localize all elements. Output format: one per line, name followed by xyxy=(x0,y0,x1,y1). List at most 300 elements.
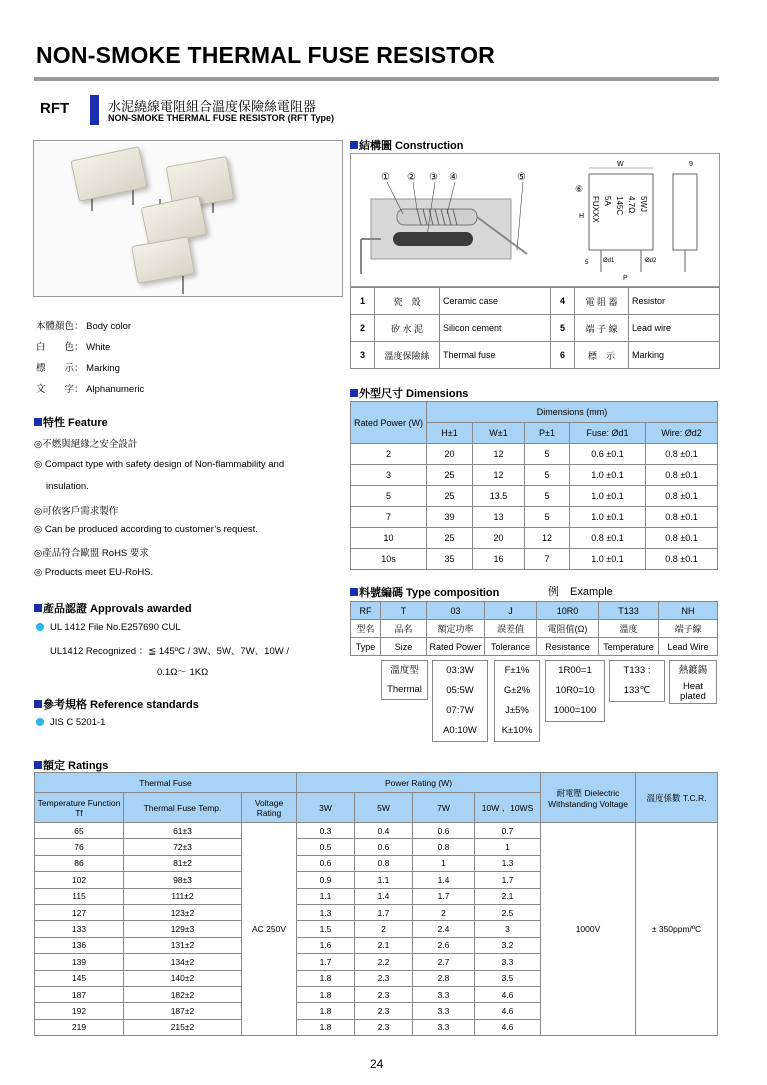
code-cell: RF xyxy=(351,602,381,620)
type-composition-heading xyxy=(350,584,499,600)
table-cell: 20 xyxy=(473,528,525,549)
table-cell: 1.4 xyxy=(413,872,475,888)
table-cell: 2.5 xyxy=(475,904,541,920)
table-cell: 12 xyxy=(525,528,570,549)
table-row xyxy=(351,444,718,465)
marking-row xyxy=(36,381,144,402)
table-cell: 140±2 xyxy=(124,970,242,986)
table-cell: 端 子 線 xyxy=(575,315,629,342)
table-cell: 76 xyxy=(35,839,124,855)
table-cell: Silicon cement xyxy=(440,315,551,342)
feature-item: ◎ Can be produced according to customer’s request. xyxy=(34,524,258,535)
resistance-option: 1R00=1 xyxy=(558,665,592,676)
resistor-body xyxy=(131,236,195,283)
resistance-options xyxy=(545,660,605,722)
dim-d2-label: Ød2 xyxy=(645,258,657,264)
column-header: 3W xyxy=(297,793,355,823)
page-number: 24 xyxy=(370,1057,384,1071)
label-cell: 品名 xyxy=(381,620,427,638)
feature-item: ◎ Products meet EU-RoHS. xyxy=(34,567,154,578)
table-cell: 5 xyxy=(525,465,570,486)
column-header: Wire: Ød2 xyxy=(646,423,718,444)
table-cell: 1 xyxy=(351,288,375,315)
table-cell: 1.8 xyxy=(297,1019,355,1035)
temperature-options xyxy=(609,660,665,702)
code-cell: T xyxy=(381,602,427,620)
table-cell: 0.8 ±0.1 xyxy=(646,507,718,528)
marking-text: 4.7Ω xyxy=(627,196,636,214)
tolerance-option: J±5% xyxy=(505,705,529,716)
approvals-heading xyxy=(34,600,192,616)
table-cell: 0.6 xyxy=(355,839,413,855)
table-row xyxy=(351,288,720,315)
type-composition-heading-text: 料號編碼 Type composition xyxy=(359,587,500,599)
table-cell: 20 xyxy=(427,444,473,465)
table-cell: 127 xyxy=(35,904,124,920)
table-cell: 4 xyxy=(551,288,575,315)
table-cell: 1.7 xyxy=(297,954,355,970)
column-header: Fuse: Ød1 xyxy=(570,423,646,444)
temperature-option: T133 : xyxy=(623,665,651,676)
column-header: P±1 xyxy=(525,423,570,444)
table-cell: 72±3 xyxy=(124,839,242,855)
code-cell: NH xyxy=(659,602,718,620)
model-code: RFT xyxy=(40,100,70,117)
table-cell: 2.3 xyxy=(355,1019,413,1035)
table-cell: 25 xyxy=(427,528,473,549)
marking-row xyxy=(36,339,144,360)
temperature-option: 133℃ xyxy=(623,685,651,696)
table-cell: 2.1 xyxy=(355,937,413,953)
table-cell: 4.6 xyxy=(475,1019,541,1035)
table-cell: 182±2 xyxy=(124,986,242,1002)
table-cell: 1 xyxy=(475,839,541,855)
table-cell: 3 xyxy=(475,921,541,937)
table-row xyxy=(351,528,718,549)
marking-value: Body color xyxy=(86,321,132,332)
marking-value: Marking xyxy=(86,363,120,374)
table-cell: 1.7 xyxy=(413,888,475,904)
table-cell: 0.8 xyxy=(355,855,413,871)
table-cell: 5 xyxy=(525,444,570,465)
marking-row xyxy=(36,318,144,339)
column-header: Voltage Rating xyxy=(242,793,297,823)
table-cell: 0.8 ±0.1 xyxy=(646,549,718,570)
column-header: W±1 xyxy=(473,423,525,444)
table-row xyxy=(351,465,718,486)
column-header: 5W xyxy=(355,793,413,823)
lead-option: 熱鍍錫 xyxy=(678,665,708,676)
accent-bar xyxy=(90,95,99,125)
table-cell: 1.6 xyxy=(297,937,355,953)
square-bullet-icon xyxy=(350,141,358,149)
table-cell: 5 xyxy=(525,486,570,507)
approval-range: 0.1Ω～ 1KΩ xyxy=(157,667,209,678)
square-bullet-icon xyxy=(34,761,42,769)
marking-label: 白 色： xyxy=(36,342,84,353)
table-cell: 0.8 ±0.1 xyxy=(646,528,718,549)
construction-diagram xyxy=(350,153,720,287)
ratings-table xyxy=(34,772,718,1036)
table-cell: 129±3 xyxy=(124,921,242,937)
feature-item: ◎ Compact type with safety design of Non-flammability and xyxy=(34,459,285,470)
table-row xyxy=(351,507,718,528)
tcr-header: 溫度係數 T.C.R. xyxy=(636,773,718,823)
table-cell: 81±2 xyxy=(124,855,242,871)
dielectric-header: 耐電壓 Dielectric Withstanding Voltage xyxy=(541,773,636,823)
table-cell: 1.0 ±0.1 xyxy=(570,507,646,528)
dimensions-table xyxy=(350,401,718,570)
power-option: 07:7W xyxy=(446,705,474,716)
code-cell: J xyxy=(485,602,537,620)
callout-1: ① xyxy=(381,172,390,183)
table-row xyxy=(351,486,718,507)
table-cell: 電 阻 器 xyxy=(575,288,629,315)
callout-2: ② xyxy=(407,172,416,183)
column-header: Thermal Fuse Temp. xyxy=(124,793,242,823)
table-cell: 0.9 xyxy=(297,872,355,888)
table-cell: 3 xyxy=(351,465,427,486)
table-cell: 1.3 xyxy=(475,855,541,871)
table-cell: 7 xyxy=(351,507,427,528)
feature-item: ◎不燃與絕緣之安全設計 xyxy=(34,439,138,450)
label-cell: Type xyxy=(351,638,381,656)
marking-label: 本體顏色： xyxy=(36,321,84,332)
table-cell: 3.3 xyxy=(475,954,541,970)
feature-heading xyxy=(34,414,108,430)
callout-6: ⑥ xyxy=(575,184,584,194)
table-header-row xyxy=(351,402,718,423)
size-option: Thermal xyxy=(381,680,428,700)
table-cell: 98±3 xyxy=(124,872,242,888)
reference-text: JIS C 5201-1 xyxy=(50,717,106,728)
table-cell: 2.6 xyxy=(413,937,475,953)
marking-label: 標 示： xyxy=(36,363,84,374)
construction-table xyxy=(350,287,720,369)
table-cell: 219 xyxy=(35,1019,124,1035)
marking-row xyxy=(36,360,144,381)
table-cell: 35 xyxy=(427,549,473,570)
size-options xyxy=(381,660,428,700)
approval-text: UL 1412 File No.E257690 CUL xyxy=(50,622,181,633)
dim-d1-label: Ød1 xyxy=(603,258,615,264)
table-cell: 0.8 ±0.1 xyxy=(646,486,718,507)
table-cell: 溫度保險絲 xyxy=(375,342,440,369)
table-header-row xyxy=(35,773,718,793)
table-cell: 102 xyxy=(35,872,124,888)
label-row-cn xyxy=(351,620,718,638)
table-cell: 115 xyxy=(35,888,124,904)
power-option: 05:5W xyxy=(446,685,474,696)
table-cell: 1.7 xyxy=(475,872,541,888)
table-cell: 5 xyxy=(525,507,570,528)
table-cell: 5 xyxy=(351,486,427,507)
table-row xyxy=(351,315,720,342)
table-cell: 0.4 xyxy=(355,823,413,839)
power-options xyxy=(432,660,488,742)
label-cell: Resistance xyxy=(537,638,599,656)
thermal-fuse-header: Thermal Fuse xyxy=(35,773,297,793)
table-cell: 3.2 xyxy=(475,937,541,953)
table-row xyxy=(351,342,720,369)
table-cell: 12 xyxy=(473,465,525,486)
table-cell: 111±2 xyxy=(124,888,242,904)
table-cell: 1.0 ±0.1 xyxy=(570,486,646,507)
table-cell: Lead wire xyxy=(629,315,720,342)
table-cell: 4.6 xyxy=(475,1003,541,1019)
table-cell: 187±2 xyxy=(124,1003,242,1019)
code-cell: 03 xyxy=(427,602,485,620)
square-bullet-icon xyxy=(350,588,358,596)
table-cell: 2 xyxy=(351,444,427,465)
bullet-dot-icon xyxy=(36,623,44,631)
feature-item: ◎可依客戶需求製作 xyxy=(34,506,119,517)
power-option: 03:3W xyxy=(446,665,474,676)
table-cell: Marking xyxy=(629,342,720,369)
power-rating-header: Power Rating (W) xyxy=(297,773,541,793)
callout-line xyxy=(517,182,523,250)
ceramic-case-shape xyxy=(371,199,511,259)
square-bullet-icon xyxy=(34,418,42,426)
lead-option: Heat plated xyxy=(680,681,706,702)
table-cell: 0.3 xyxy=(297,823,355,839)
label-cell: 型名 xyxy=(351,620,381,638)
subtitle-chinese: 水泥繞線電阻組合溫度保險絲電阻器 xyxy=(108,99,317,114)
table-cell: 3.3 xyxy=(413,1019,475,1035)
table-cell: 2.3 xyxy=(355,986,413,1002)
table-cell: 0.6 ±0.1 xyxy=(570,444,646,465)
table-cell: 215±2 xyxy=(124,1019,242,1035)
table-cell: 2.7 xyxy=(413,954,475,970)
dim-h-label: H xyxy=(579,213,585,220)
table-cell: 25 xyxy=(427,486,473,507)
voltage-cell: AC 250V xyxy=(242,823,297,1036)
table-cell: 0.6 xyxy=(297,855,355,871)
ratings-heading-text: 額定 Ratings xyxy=(43,760,109,772)
table-row xyxy=(35,823,718,839)
table-cell: 0.5 xyxy=(297,839,355,855)
tolerance-option: F±1% xyxy=(504,665,530,676)
power-option: A0:10W xyxy=(443,725,477,736)
dim-5-label: 5 xyxy=(585,260,589,266)
label-cell: 誤差值 xyxy=(485,620,537,638)
subtitle-english: NON-SMOKE THERMAL FUSE RESISTOR (RFT Type) xyxy=(108,113,335,123)
table-cell: Ceramic case xyxy=(440,288,551,315)
product-photo xyxy=(33,140,343,297)
table-cell: 86 xyxy=(35,855,124,871)
tolerance-options xyxy=(494,660,540,742)
table-cell: 1.5 xyxy=(297,921,355,937)
label-cell: Temperature xyxy=(599,638,659,656)
table-cell: 1.8 xyxy=(297,1003,355,1019)
table-cell: 61±3 xyxy=(124,823,242,839)
square-bullet-icon xyxy=(34,604,42,612)
dielectric-cell: 1000V xyxy=(541,823,636,1036)
table-cell: 2.3 xyxy=(355,1003,413,1019)
marking-text: 145C xyxy=(615,196,624,216)
table-cell: 2.1 xyxy=(475,888,541,904)
dim-w-label: W xyxy=(617,161,624,168)
table-cell: 13 xyxy=(473,507,525,528)
lead-wire xyxy=(182,276,184,294)
dim-9-label: 9 xyxy=(689,161,693,168)
feature-item: insulation. xyxy=(46,481,89,492)
callout-3: ③ xyxy=(429,172,438,183)
code-row xyxy=(351,602,718,620)
rated-power-header: Rated Power (W) xyxy=(351,402,427,444)
table-cell: 1.1 xyxy=(355,872,413,888)
construction-heading xyxy=(350,137,464,153)
table-cell: 123±2 xyxy=(124,904,242,920)
marking-text: 5A xyxy=(603,196,612,206)
tcr-cell: ± 350ppm/ºC xyxy=(636,823,718,1036)
ratings-heading xyxy=(34,757,108,773)
table-cell: 3.5 xyxy=(475,970,541,986)
table-cell: 4.6 xyxy=(475,986,541,1002)
column-header: H±1 xyxy=(427,423,473,444)
marking-text: FUXXX xyxy=(591,196,600,223)
label-row-en xyxy=(351,638,718,656)
dimensions-group-header: Dimensions (mm) xyxy=(427,402,718,423)
table-cell: 1.8 xyxy=(297,986,355,1002)
table-cell: 0.8 xyxy=(413,839,475,855)
type-code-table xyxy=(350,601,718,656)
table-cell: 3 xyxy=(351,342,375,369)
table-cell: 16 xyxy=(473,549,525,570)
page-title: NON-SMOKE THERMAL FUSE RESISTOR xyxy=(36,42,495,68)
table-cell: 5 xyxy=(551,315,575,342)
table-cell: 2.8 xyxy=(413,970,475,986)
marking-text: 5WJ xyxy=(639,196,648,212)
table-cell: 145 xyxy=(35,970,124,986)
table-cell: 0.8 ±0.1 xyxy=(646,465,718,486)
bullet-dot-icon xyxy=(36,718,44,726)
column-header: 10W 、10WS xyxy=(475,793,541,823)
label-cell: 溫度 xyxy=(599,620,659,638)
table-cell: 1.7 xyxy=(355,904,413,920)
square-bullet-icon xyxy=(34,700,42,708)
table-cell: 65 xyxy=(35,823,124,839)
table-cell: Thermal fuse xyxy=(440,342,551,369)
table-cell: 2 xyxy=(355,921,413,937)
lead-options xyxy=(669,660,717,704)
tolerance-option: G±2% xyxy=(503,685,531,696)
table-cell: 12 xyxy=(473,444,525,465)
table-cell: 139 xyxy=(35,954,124,970)
resistance-option: 1000=100 xyxy=(553,705,597,716)
table-cell: 3.3 xyxy=(413,1003,475,1019)
table-cell: 10s xyxy=(351,549,427,570)
table-cell: 192 xyxy=(35,1003,124,1019)
table-cell: 134±2 xyxy=(124,954,242,970)
table-cell: 1.3 xyxy=(297,904,355,920)
table-cell: 10 xyxy=(351,528,427,549)
marking-value: White xyxy=(86,342,111,353)
tolerance-option: K±10% xyxy=(501,725,533,736)
side-view-outline xyxy=(673,174,697,250)
table-cell: 1.0 ±0.1 xyxy=(570,549,646,570)
construction-svg xyxy=(351,154,719,286)
code-cell: T133 xyxy=(599,602,659,620)
size-option: 溫度型 xyxy=(381,660,428,680)
label-cell: 額定功率 xyxy=(427,620,485,638)
resistance-option: 10R0=10 xyxy=(555,685,595,696)
label-cell: Lead Wire xyxy=(659,638,718,656)
column-header: 7W xyxy=(413,793,475,823)
approval-item xyxy=(36,622,181,633)
square-bullet-icon xyxy=(350,389,358,397)
callout-4: ④ xyxy=(449,172,458,183)
table-cell: Resistor xyxy=(629,288,720,315)
construction-heading-text: 結構圖 Construction xyxy=(359,140,464,152)
marking-label: 文 字： xyxy=(36,384,84,395)
dimensions-heading-text: 外型尺寸 Dimensions xyxy=(359,388,469,400)
table-cell: 2.2 xyxy=(355,954,413,970)
feature-item: ◎產品符合歐盟 RoHS 要求 xyxy=(34,548,149,559)
code-cell: 10R0 xyxy=(537,602,599,620)
label-cell: 端子線 xyxy=(659,620,718,638)
table-row xyxy=(351,549,718,570)
table-cell: 1.8 xyxy=(297,970,355,986)
table-cell: 標 示 xyxy=(575,342,629,369)
table-cell: 131±2 xyxy=(124,937,242,953)
column-header: Temperature Function Tf xyxy=(35,793,124,823)
label-cell: Tolerance xyxy=(485,638,537,656)
label-cell: Rated Power xyxy=(427,638,485,656)
table-cell: 2.4 xyxy=(413,921,475,937)
label-cell: Size xyxy=(381,638,427,656)
example-label: 例 Example xyxy=(548,586,613,598)
table-cell: 136 xyxy=(35,937,124,953)
table-cell: 1.0 ±0.1 xyxy=(570,465,646,486)
table-cell: 3.3 xyxy=(413,986,475,1002)
table-cell: 1.1 xyxy=(297,888,355,904)
approvals-heading-text: 產品認證 Approvals awarded xyxy=(43,603,192,615)
approval-recognized: UL1412 Recognized ：≦ 145ºC / 3W、5W、7W、10W / xyxy=(50,646,289,657)
table-cell: 矽 水 泥 xyxy=(375,315,440,342)
dimensions-heading xyxy=(350,385,468,401)
table-cell: 2.3 xyxy=(355,970,413,986)
table-cell: 1.4 xyxy=(355,888,413,904)
label-cell: 電阻值(Ω) xyxy=(537,620,599,638)
marking-value: Alphanumeric xyxy=(86,384,145,395)
callout-5: ⑤ xyxy=(517,172,526,183)
reference-heading-text: 參考規格 Reference standards xyxy=(43,699,199,711)
table-cell: 13.5 xyxy=(473,486,525,507)
marking-info xyxy=(36,318,144,402)
table-cell: 0.8 ±0.1 xyxy=(570,528,646,549)
table-cell: 0.8 ±0.1 xyxy=(646,444,718,465)
table-cell: 39 xyxy=(427,507,473,528)
table-cell: 7 xyxy=(525,549,570,570)
reference-item xyxy=(36,717,105,728)
table-cell: 187 xyxy=(35,986,124,1002)
feature-heading-text: 特性 Feature xyxy=(43,417,108,429)
resistor-body xyxy=(70,146,147,202)
table-cell: 25 xyxy=(427,465,473,486)
title-divider xyxy=(34,77,719,81)
table-cell: 2 xyxy=(413,904,475,920)
table-cell: 0.6 xyxy=(413,823,475,839)
table-cell: 133 xyxy=(35,921,124,937)
table-cell: 0.7 xyxy=(475,823,541,839)
table-cell: 2 xyxy=(351,315,375,342)
table-cell: 瓷 殼 xyxy=(375,288,440,315)
reference-heading xyxy=(34,696,199,712)
table-cell: 6 xyxy=(551,342,575,369)
dim-p-label: P xyxy=(623,275,628,282)
thermal-fuse-shape xyxy=(393,232,473,246)
